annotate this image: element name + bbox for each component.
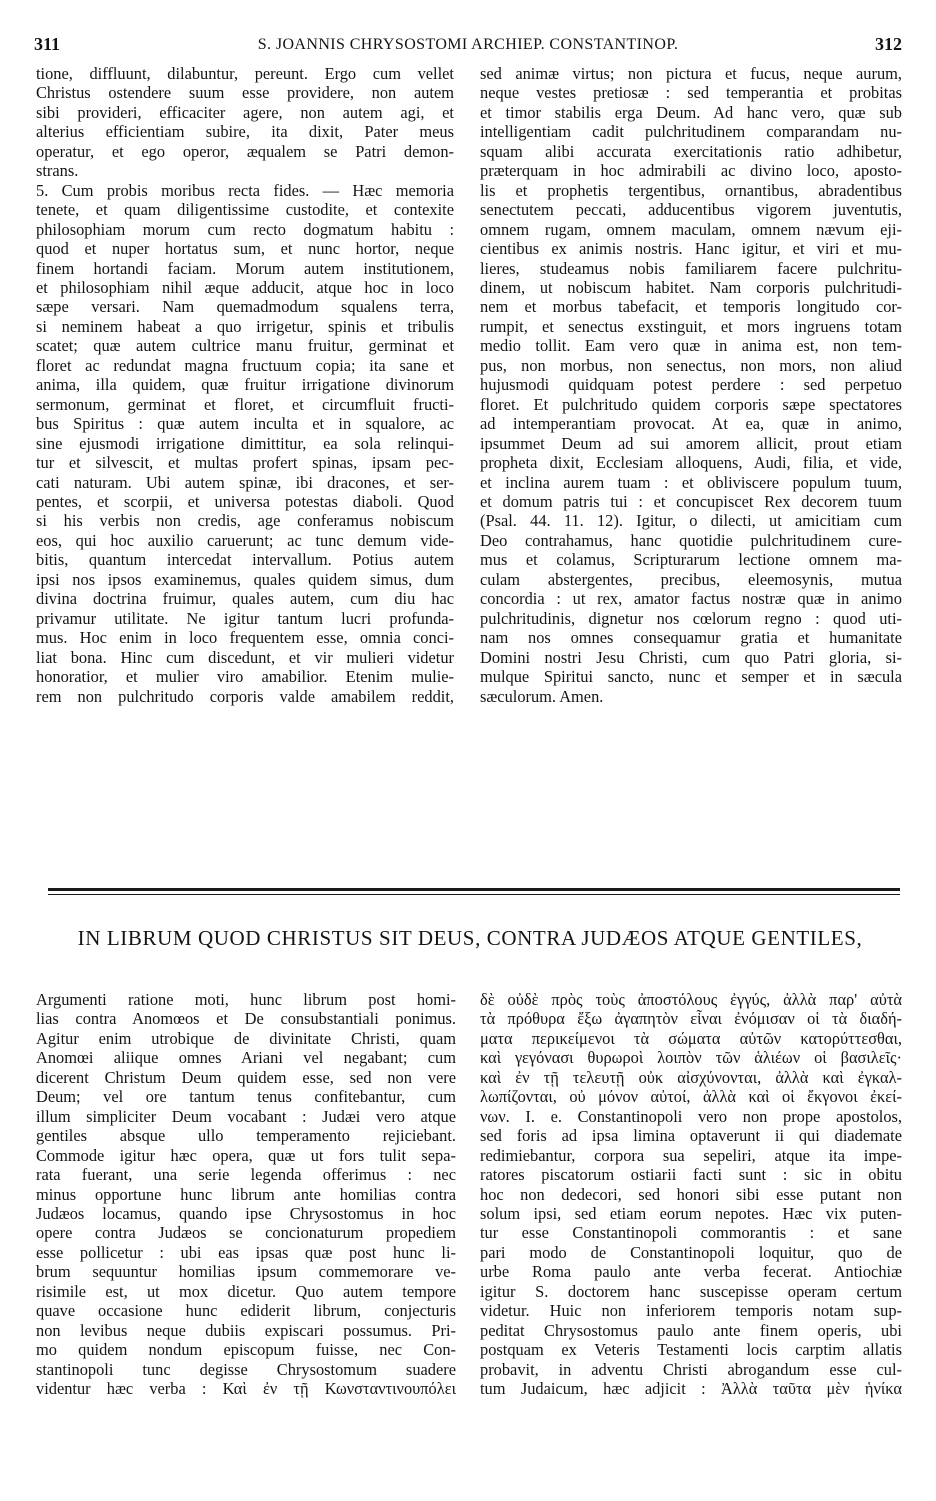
text-line: quave occasione hunc ediderit librum, conjecturis [36, 1301, 456, 1321]
text-line: hujusmodi quidquam potest perdere : sed perpetuo [480, 375, 902, 395]
text-line: strans. [36, 161, 79, 181]
text-line: Agitur enim utrobique de divinitate Christi, quam [36, 1028, 456, 1048]
column-bottom-right [480, 990, 902, 1399]
text-line: Christus ostendere suum esse providere, non autem [36, 83, 454, 103]
text-line: concordia : ut rex, amator factus nostræ quæ in animo [480, 589, 902, 609]
text-line: pari modo de Constantinopoli loquitur, quo de [480, 1242, 902, 1262]
text-line: ματα περικείμενοι τὰ σώματα αὐτῶν κατορύττεσθαι, [480, 1028, 902, 1048]
text-line: ipsummet Deum ad sui amorem allicit, prout etiam [480, 433, 902, 453]
text-line: cati naturam. Ubi autem spinæ, ibi dracones, et ser- [36, 472, 454, 492]
text-line: senectutem peccati, adducentibus vigorem juventutis, [480, 200, 902, 220]
text-line: lis et prophetis tergentibus, ornantibus, abradentibus [480, 180, 902, 200]
text-line: rem non pulchritudo corporis valde amabilem reddit, [36, 686, 454, 706]
text-line: sine ejusmodi irrigatione dimittitur, ea sola relinqui- [36, 433, 454, 453]
text-line: sæculorum. Amen. [480, 686, 604, 706]
text-line: si his verbis non credis, age conferamus nobiscum [36, 511, 454, 531]
text-line: λωπίζονται, οὐ μόνον αὐτοί, ἀλλὰ καὶ οἱ ἔκγονοι ἐκεί- [480, 1087, 902, 1107]
text-line: Deum; vel ore tantum tenus confitebantur, cum [36, 1087, 456, 1107]
text-line: hoc non dedecori, sed honori sibi esse putant non [480, 1184, 902, 1204]
text-line: privamur utilitate. Ne igitur tantum lucri profunda- [36, 608, 454, 628]
text-line: sæpe versari. Nam quemadmodum squalens terra, [36, 297, 454, 317]
text-line: eos, qui hoc auxilio caruerunt; ac tunc demum vide- [36, 530, 454, 550]
text-line: squam alibi accurata exercitationis ratio adhibetur, [480, 141, 902, 161]
text-line: bus Spiritus : quæ autem inculta et in squalore, ac [36, 414, 454, 434]
text-line: tum Judaicum, hæc adjicit : Ἀλλὰ ταῦτα μὲν ἡνίκα [480, 1379, 902, 1399]
text-line: gentiles absque ullo temperamento rejiciebant. [36, 1126, 456, 1146]
text-line: pulchritudinis, dignetur nos cœlorum regno : quod uti- [480, 608, 902, 628]
text-line: cientibus ex animis nostris. Hanc igitur, et viri et mu- [480, 239, 902, 259]
text-line: scatet; quæ autem cultrice manu fruitur, germinat et [36, 336, 454, 356]
text-line: tenete, et quam diligentissime custodite, et contexite [36, 200, 454, 220]
text-line: sibi provideri, efficaciter agere, non autem agi, et [36, 102, 454, 122]
text-line: floret. Et pulchritudo quidem corporis sæpe spectatores [480, 394, 902, 414]
text-line: medio tollit. Eam vero quæ in anima est, non tem- [480, 336, 902, 356]
section-rule-thin [48, 894, 900, 895]
text-line: bitis, quantum intercedat intervallum. Potius autem [36, 550, 454, 570]
text-line: neque vestes pretiosæ : sed temperantia et probitas [480, 83, 902, 103]
text-line: dicerent Christum Deum quidem esse, sed non vere [36, 1067, 456, 1087]
text-line: probavit, in adventu Christi abrogandum esse cul- [480, 1359, 902, 1379]
text-line: igitur S. doctorem hanc suscepisse operam certum [480, 1281, 902, 1301]
text-line: tur et silvescit, et multas profert spinas, ipsam pec- [36, 453, 454, 473]
running-title: S. JOANNIS CHRYSOSTOMI ARCHIEP. CONSTANTINOP. [257, 36, 679, 53]
text-line: redimiebantur, corpora sua sepeliri, atque ita impe- [480, 1145, 902, 1165]
text-line: videntur hæc verba : Καὶ ἐν τῇ Κωνσταντινουπόλει [36, 1379, 456, 1399]
text-line: et timor stabilis erga Deum. Ad hanc vero, quæ sub [480, 102, 902, 122]
text-line: Commode igitur hæc opera, quæ ut fors tulit sepa- [36, 1145, 456, 1165]
text-line: opere contra Judæos se concionaturum propediem [36, 1223, 456, 1243]
text-line: non levibus neque dubiis expiscari possumus. Pri- [36, 1320, 456, 1340]
text-line: ad intemperantiam provocat. At ea, quæ in animo, [480, 414, 902, 434]
text-line: mo quidem nondum episcopum fuisse, nec Con- [36, 1340, 456, 1360]
section-rule-thick [48, 888, 900, 891]
column-top-left [36, 64, 454, 706]
text-line: Domini nostri Jesu Christi, cum quo Patri gloria, si- [480, 647, 902, 667]
text-line: anima, illa quidem, quæ fruitur irrigatione divinorum [36, 375, 454, 395]
text-line: Judæos locamus, quando ipse Chrysostomus in hoc [36, 1203, 456, 1223]
text-line: τὰ πρόθυρα ἔξω ἀγαπητὸν εἶναι ἐνόμισαν οἱ τὰ διαδή- [480, 1009, 902, 1029]
text-line: nem et morbus tabefacit, et temporis longitudo cor- [480, 297, 902, 317]
text-line: intelligentiam cadit pulchritudinem comparandam nu- [480, 122, 902, 142]
text-line: pus, non morbus, non senectus, non mors, non aliud [480, 355, 902, 375]
text-line: lias contra Anomœos et De consubstantiali ponimus. [36, 1009, 456, 1029]
text-line: divina doctrina fruimur, quales autem, cum diu hac [36, 589, 454, 609]
text-line: Argumenti ratione moti, hunc librum post homi- [36, 990, 456, 1009]
section-title: IN LIBRUM QUOD CHRISTUS SIT DEUS, CONTRA JUDÆOS ATQUE GENTILES, [77, 926, 863, 950]
text-line: δὲ οὐδὲ πρὸς τοὺς ἀποστόλους ἐγγύς, ἀλλὰ παρ' αὐτὰ [480, 990, 902, 1009]
text-line: philosophiam morum cum recto dogmatum habitu : [36, 219, 454, 239]
text-line: finem hortandi faciam. Morum autem institutionem, [36, 258, 454, 278]
page-number-right: 312 [875, 34, 902, 54]
text-line: omnem rugam, omnem maculam, omnem nævum eji- [480, 219, 902, 239]
text-line: tur esse Constantinopoli commorantis : et sane [480, 1223, 902, 1243]
text-line: operatur, et ego operor, æqualem se Patri demon- [36, 141, 454, 161]
text-line: καὶ ἐν τῇ τελευτῇ οὐκ αἰσχύνονται, ἀλλὰ καὶ ἐγκαλ- [480, 1067, 902, 1087]
text-line: peditat Chrysostomus paulo ante finem operis, ubi [480, 1320, 902, 1340]
text-line: lieres, studeamus nobis familiarem facere pulchritu- [480, 258, 902, 278]
text-line: stantinopoli tunc degisse Chrysostomum suadere [36, 1359, 456, 1379]
page-number-left: 311 [34, 34, 61, 54]
text-line: urbe Roma paulo ante verba fecerat. Antiochiæ [480, 1262, 902, 1282]
text-line: esse pollicetur : ubi eas ipsas quæ post hunc li- [36, 1242, 456, 1262]
text-line: liat bona. Hinc cum discedunt, et vir mulieri videtur [36, 647, 454, 667]
text-line: rumpit, et senectus exstinguit, et mors ingruens totam [480, 316, 902, 336]
text-line: mus et colamus, Scripturarum lectione omnem ma- [480, 550, 902, 570]
column-top-right [480, 64, 902, 706]
text-line: sermonum, germinat et floret, et circumfluit fructi- [36, 394, 454, 414]
text-line: alterius efficientiam subire, ita dixit, Pater meus [36, 122, 454, 142]
text-line: sed animæ virtus; non pictura et fucus, neque aurum, [480, 64, 902, 83]
text-line: mulque Spiritui sancto, nunc et semper et in sæcula [480, 667, 902, 687]
text-line: honoratior, et mulier viro amabilior. Etenim mulie- [36, 667, 454, 687]
text-line: minus opportune hunc librum ante homilias contra [36, 1184, 456, 1204]
text-line: risimile est, ut mox dicetur. Quo autem tempore [36, 1281, 456, 1301]
text-line: et philosophiam nihil æque adducit, atque hoc in loco [36, 277, 454, 297]
text-line: νων. I. e. Constantinopoli vero non prope apostolos, [480, 1106, 902, 1126]
text-line: floret ac redundat magna fructuum copia; ita sane et [36, 355, 454, 375]
text-line: (Psal. 44. 11. 12). Igitur, o dilecti, ut amicitiam cum [480, 511, 902, 531]
text-line: propheta dixit, Ecclesiam alloquens, Audi, filia, et vide, [480, 453, 902, 473]
text-line: nam nos omnes consequamur gratia et humanitate [480, 628, 902, 648]
text-line: sed foris ad ipsa limina optaverunt ii qui diademate [480, 1126, 902, 1146]
text-line: et domum patris tui : et concupiscet Rex decorem tuum [480, 491, 902, 511]
text-line: præterquam in hoc admirabili ac divino loco, aposto- [480, 161, 902, 181]
text-line: quod et nuper hortatus sum, et nunc hortor, neque [36, 239, 454, 259]
text-line: et inclina aurem tuam : et obliviscere populum tuum, [480, 472, 902, 492]
text-line: culam abstergentes, precibus, eleemosynis, mutua [480, 569, 902, 589]
text-line: καὶ γεγόνασι θυρωροὶ λοιπὸν τῶν ἁλιέων οἱ βασιλεῖς· [480, 1048, 902, 1068]
text-line: brum sequuntur homilias ipsum commemorare ve- [36, 1262, 456, 1282]
text-line: rata fuerant, una serie legenda offerimus : nec [36, 1165, 456, 1185]
text-line: Deo contrahamus, hanc quotidie pulchritudinem cure- [480, 530, 902, 550]
text-line: pentes, et scorpii, et universa potestas diaboli. Quod [36, 491, 454, 511]
text-line: dinem, ut nobiscum habitet. Nam corporis pulchritudi- [480, 277, 902, 297]
text-line: illum simpliciter Deum vocabant : Judæi vero atque [36, 1106, 456, 1126]
text-line: postquam ex Veteris Testamenti locis carptim allatis [480, 1340, 902, 1360]
text-line: mus. Hoc enim in loco frequentem esse, omnia conci- [36, 628, 454, 648]
text-line: videtur. Huic non inferiorem temporis notam sup- [480, 1301, 902, 1321]
text-line: si neminem habeat a quo irrigetur, spinis et tribulis [36, 316, 454, 336]
text-line: tione, diffluunt, dilabuntur, pereunt. Ergo cum vellet [36, 64, 454, 83]
text-line: solum ipsi, sed etiam eorum nepotes. Hæc vix puten- [480, 1203, 902, 1223]
column-bottom-left [36, 990, 456, 1399]
text-line: ratores piscatorum ostiarii facti sunt : sic in obitu [480, 1165, 902, 1185]
page-header [34, 34, 902, 58]
text-line: 5. Cum probis moribus recta fides. — Hæc memoria [36, 180, 454, 200]
text-line: Anomœi aliique omnes Ariani vel negabant; cum [36, 1048, 456, 1068]
text-line: ipsi nos ipsos examinemus, quales quidem simus, dum [36, 569, 454, 589]
